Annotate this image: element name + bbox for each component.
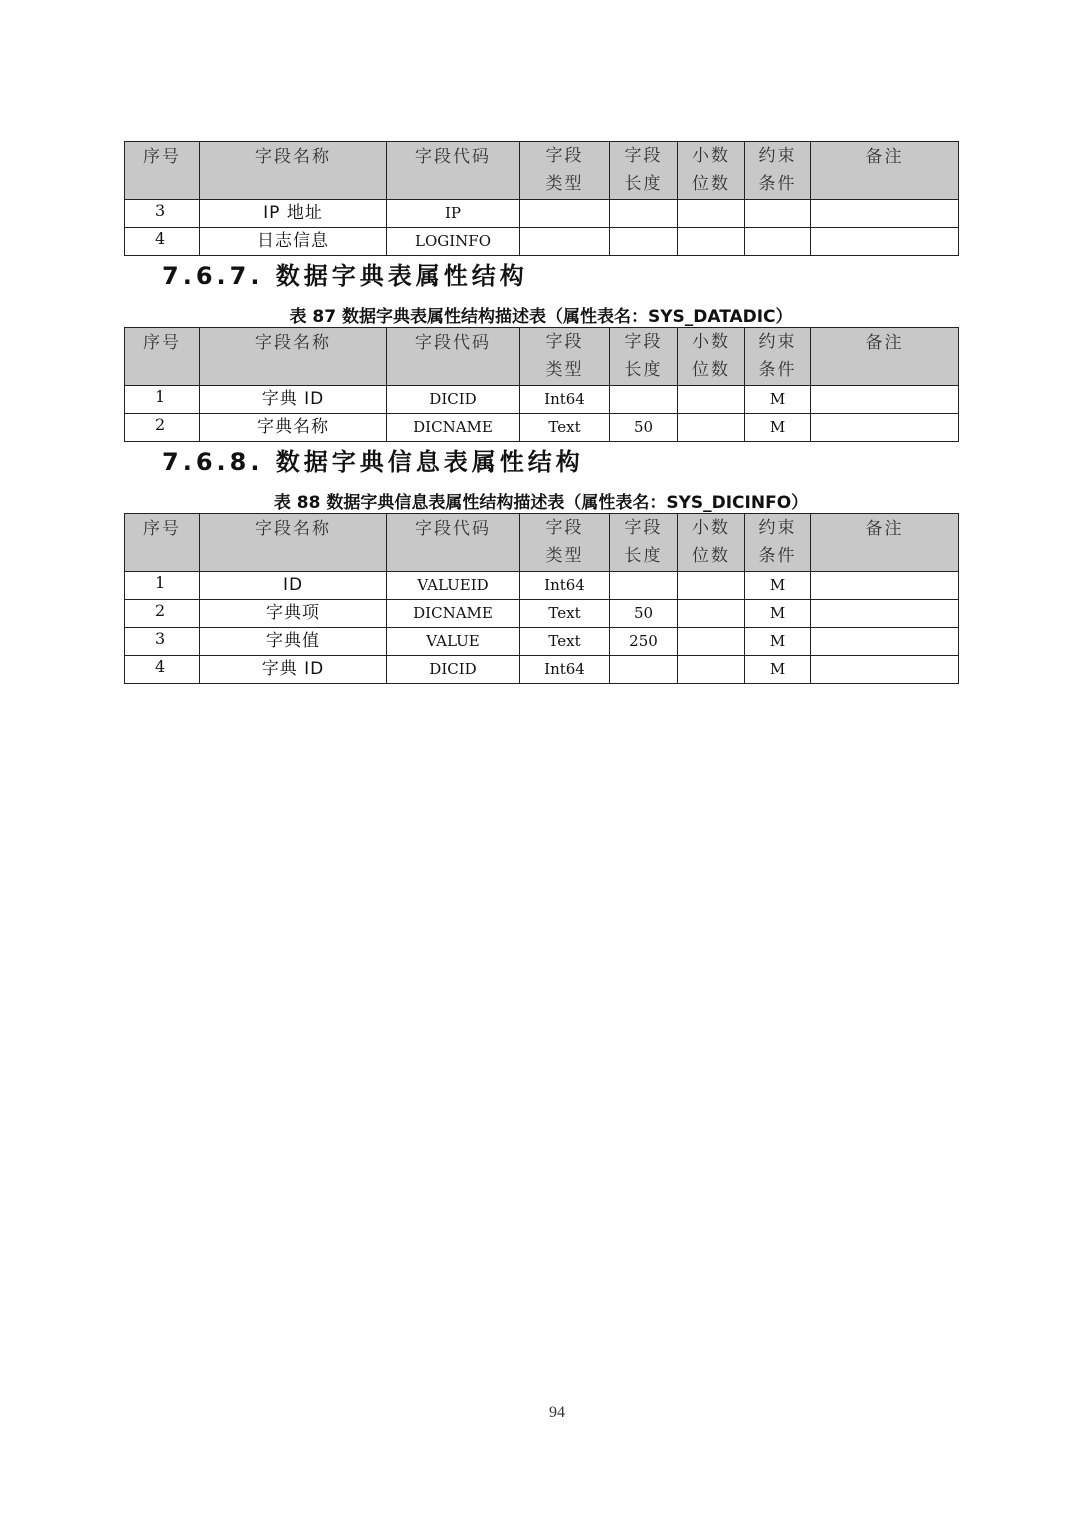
- header-decimals-line-2: 位数: [692, 546, 730, 566]
- cell-field-length: 50: [610, 600, 678, 628]
- cell-decimals: [678, 414, 745, 442]
- cell-remark: [811, 414, 959, 442]
- cell-field-name: 日志信息: [200, 228, 387, 256]
- cell-field-code: DICNAME: [387, 414, 520, 442]
- cell-remark: [811, 628, 959, 656]
- cell-field-type: [520, 228, 610, 256]
- cell-field-type: Int64: [520, 386, 610, 414]
- cell-field-code: DICNAME: [387, 600, 520, 628]
- header-field-length: [610, 328, 678, 386]
- cell-field-length: 250: [610, 628, 678, 656]
- cell-decimals: [678, 600, 745, 628]
- cell-field-code: IP: [387, 200, 520, 228]
- header-decimals-line-2: 位数: [692, 174, 730, 194]
- cell-remark: [811, 386, 959, 414]
- cell-field-type: Text: [520, 414, 610, 442]
- header-constraint: [745, 514, 811, 572]
- table-sys-datadic: [124, 327, 959, 442]
- cell-field-length: 50: [610, 414, 678, 442]
- cell-decimals: [678, 656, 745, 684]
- header-field-name: 字段名称: [200, 142, 387, 200]
- table-row: [125, 386, 959, 414]
- cell-field-name: 字典 ID: [200, 386, 387, 414]
- cell-field-length: [610, 386, 678, 414]
- header-remark: 备注: [811, 142, 959, 200]
- header-decimals: [678, 514, 745, 572]
- cell-decimals: [678, 572, 745, 600]
- table-caption-88: 表 88 数据字典信息表属性结构描述表（属性表名：SYS_DICINFO）: [273, 493, 809, 513]
- cell-field-length: [610, 228, 678, 256]
- header-field-length-line-1: 字段: [624, 146, 663, 166]
- header-field-length-line-2: 长度: [624, 360, 663, 380]
- cell-field-code: VALUEID: [387, 572, 520, 600]
- header-constraint: [745, 142, 811, 200]
- header-constraint-line-2: 条件: [758, 174, 797, 194]
- cell-field-type: [520, 200, 610, 228]
- table-row: [125, 228, 959, 256]
- cell-seq: 3: [125, 200, 200, 228]
- cell-constraint: M: [745, 386, 811, 414]
- header-decimals-line-1: 小数: [692, 332, 730, 352]
- header-field-type: [520, 514, 610, 572]
- header-decimals-line-2: 位数: [692, 360, 730, 380]
- cell-seq: 1: [125, 572, 200, 600]
- header-field-length: [610, 514, 678, 572]
- header-field-code: 字段代码: [387, 514, 520, 572]
- header-field-type: [520, 142, 610, 200]
- cell-field-code: VALUE: [387, 628, 520, 656]
- header-field-length: [610, 142, 678, 200]
- cell-constraint: [745, 228, 811, 256]
- cell-remark: [811, 572, 959, 600]
- cell-seq: 4: [125, 656, 200, 684]
- header-constraint-line-2: 条件: [758, 546, 797, 566]
- table-row: [125, 656, 959, 684]
- header-field-code: 字段代码: [387, 142, 520, 200]
- header-field-type-line-2: 类型: [545, 546, 584, 566]
- header-remark: 备注: [811, 514, 959, 572]
- header-field-name: 字段名称: [200, 328, 387, 386]
- cell-field-code: LOGINFO: [387, 228, 520, 256]
- cell-remark: [811, 656, 959, 684]
- cell-seq: 4: [125, 228, 200, 256]
- header-row: [125, 142, 959, 200]
- header-field-type-line-1: 字段: [545, 518, 584, 538]
- table-sys-dicinfo: [124, 513, 959, 684]
- header-row: [125, 514, 959, 572]
- header-field-type-line-1: 字段: [545, 332, 584, 352]
- cell-seq: 2: [125, 414, 200, 442]
- cell-decimals: [678, 386, 745, 414]
- cell-field-code: DICID: [387, 656, 520, 684]
- cell-constraint: M: [745, 656, 811, 684]
- header-decimals-line-1: 小数: [692, 518, 730, 538]
- cell-field-name: ID: [200, 572, 387, 600]
- table-row: [125, 572, 959, 600]
- cell-field-name: 字典项: [200, 600, 387, 628]
- cell-seq: 1: [125, 386, 200, 414]
- header-constraint-line-2: 条件: [758, 360, 797, 380]
- header-field-name: 字段名称: [200, 514, 387, 572]
- header-field-length-line-1: 字段: [624, 518, 663, 538]
- section-heading-7-6-8: 7.6.8. 数据字典信息表属性结构: [162, 448, 584, 476]
- cell-field-name: IP 地址: [200, 200, 387, 228]
- cell-field-type: Text: [520, 628, 610, 656]
- cell-field-name: 字典值: [200, 628, 387, 656]
- cell-field-length: [610, 656, 678, 684]
- header-decimals-line-1: 小数: [692, 146, 730, 166]
- cell-constraint: M: [745, 600, 811, 628]
- header-seq: 序号: [125, 514, 200, 572]
- header-field-length-line-1: 字段: [624, 332, 663, 352]
- cell-field-code: DICID: [387, 386, 520, 414]
- cell-seq: 2: [125, 600, 200, 628]
- header-field-code: 字段代码: [387, 328, 520, 386]
- cell-constraint: [745, 200, 811, 228]
- cell-field-type: Int64: [520, 572, 610, 600]
- table-row: [125, 600, 959, 628]
- section-heading-7-6-7: 7.6.7. 数据字典表属性结构: [162, 262, 528, 290]
- header-decimals: [678, 328, 745, 386]
- cell-remark: [811, 600, 959, 628]
- header-row: [125, 328, 959, 386]
- header-field-length-line-2: 长度: [624, 546, 663, 566]
- header-field-type-line-1: 字段: [545, 146, 584, 166]
- cell-remark: [811, 228, 959, 256]
- table-caption-87: 表 87 数据字典表属性结构描述表（属性表名：SYS_DATADIC）: [289, 307, 793, 327]
- cell-constraint: M: [745, 628, 811, 656]
- table-log-continued: [124, 141, 959, 256]
- header-field-type: [520, 328, 610, 386]
- table-row: [125, 200, 959, 228]
- cell-decimals: [678, 228, 745, 256]
- cell-field-length: [610, 572, 678, 600]
- page-number: 94: [549, 1404, 565, 1421]
- header-remark: 备注: [811, 328, 959, 386]
- cell-constraint: M: [745, 414, 811, 442]
- cell-field-name: 字典 ID: [200, 656, 387, 684]
- cell-field-type: Int64: [520, 656, 610, 684]
- cell-constraint: M: [745, 572, 811, 600]
- cell-remark: [811, 200, 959, 228]
- header-constraint-line-1: 约束: [758, 146, 797, 166]
- header-decimals: [678, 142, 745, 200]
- cell-field-length: [610, 200, 678, 228]
- header-constraint: [745, 328, 811, 386]
- header-seq: 序号: [125, 142, 200, 200]
- header-seq: 序号: [125, 328, 200, 386]
- cell-seq: 3: [125, 628, 200, 656]
- header-constraint-line-1: 约束: [758, 518, 797, 538]
- table-row: [125, 628, 959, 656]
- header-field-type-line-2: 类型: [545, 174, 584, 194]
- header-field-length-line-2: 长度: [624, 174, 663, 194]
- header-constraint-line-1: 约束: [758, 332, 797, 352]
- table-row: [125, 414, 959, 442]
- cell-field-type: Text: [520, 600, 610, 628]
- cell-decimals: [678, 200, 745, 228]
- cell-field-name: 字典名称: [200, 414, 387, 442]
- header-field-type-line-2: 类型: [545, 360, 584, 380]
- cell-decimals: [678, 628, 745, 656]
